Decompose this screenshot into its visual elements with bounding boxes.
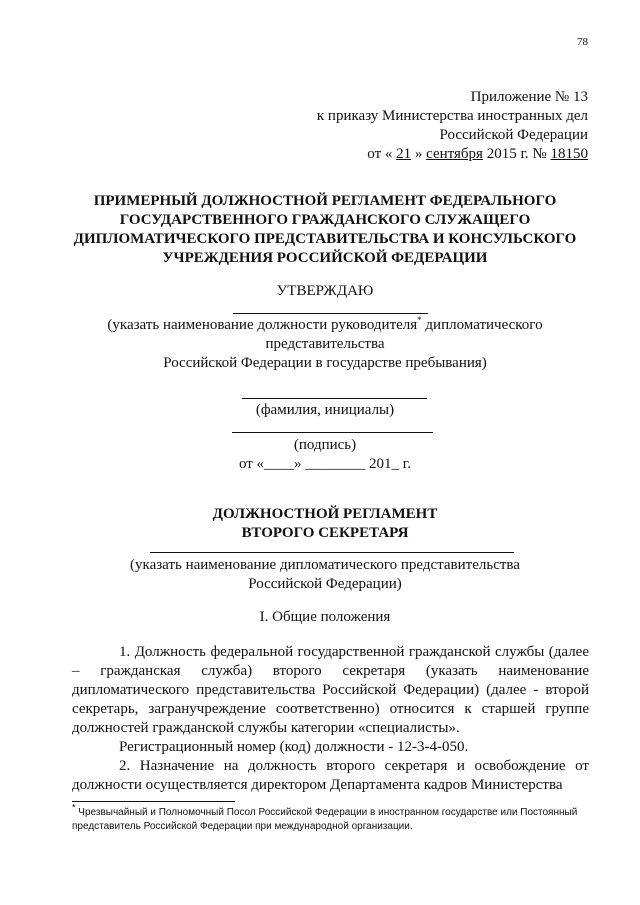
- mission-hint: [60, 556, 590, 594]
- date-prefix: от «: [367, 146, 393, 162]
- appendix-line-3: Российской Федерации: [439, 127, 588, 143]
- name-signature-line: [242, 398, 427, 399]
- mission-hint-line-1: (указать наименование дипломатического представительства: [130, 557, 520, 573]
- position-signature-line: [233, 313, 428, 314]
- footnote-separator: [72, 801, 235, 802]
- name-hint: (фамилия, инициалы): [255, 402, 395, 418]
- position-hint-text-1: (указать наименование должности руководителя: [107, 317, 418, 333]
- title-line-4: УЧРЕЖДЕНИЯ РОССИЙСКОЙ ФЕДЕРАЦИИ: [162, 250, 488, 266]
- regulation-title-line-1: ДОЛЖНОСТНОЙ РЕГЛАМЕНТ: [212, 506, 438, 522]
- position-hint-line-3: Российской Федерации в государстве пребывания): [163, 355, 487, 371]
- approval-date-line: от «____» ________ 201_ г.: [238, 456, 412, 472]
- paragraph-registration: Регистрационный номер (код) должности - 12-3-4-050.: [119, 739, 469, 755]
- appendix-block: [317, 88, 588, 164]
- regulation-title: [60, 505, 590, 543]
- date-year: 2015 г. №: [486, 146, 547, 162]
- position-hint-line-2: представительства: [265, 336, 385, 352]
- appendix-line-1: Приложение № 13: [470, 89, 588, 105]
- paragraph-2: 2. Назначение на должность второго секретаря и освобождение от должности осуществляется директором Департамента кадров Министерства: [72, 758, 589, 793]
- paragraph-1: 1. Должность федеральной государственной гражданской службы (далее – гражданская служба) второго секретаря (указать наименование дипломатического представительства Российской Федерации) (далее - второй секретарь, загранучреждение соответственно) относится к старшей группе должностей гражданской службы категории «специалисты».: [72, 644, 589, 736]
- footnote-text: Чрезвычайный и Полномочный Посол Российской Федерации в иностранном государстве или Постоянный представитель Российской Федерации при международной организации.: [72, 807, 578, 832]
- mission-name-line: [150, 552, 514, 553]
- section-heading: I. Общие положения: [259, 609, 391, 625]
- mission-hint-line-2: Российской Федерации): [248, 576, 402, 592]
- title-line-2: ГОСУДАРСТВЕННОГО ГРАЖДАНСКОГО СЛУЖАЩЕГО: [119, 212, 531, 228]
- order-number: 18150: [550, 146, 588, 162]
- page-number: 78: [577, 36, 588, 48]
- appendix-line-2: к приказу Министерства иностранных дел: [316, 108, 588, 124]
- footnote-reference: *: [417, 315, 422, 325]
- date-day: 21: [396, 146, 412, 162]
- appendix-date-line: [317, 145, 588, 164]
- date-month: сентября: [426, 146, 483, 162]
- regulation-title-line-2: ВТОРОГО СЕКРЕТАРЯ: [241, 525, 409, 541]
- title-line-1: ПРИМЕРНЫЙ ДОЛЖНОСТНОЙ РЕГЛАМЕНТ ФЕДЕРАЛЬНОГО: [93, 193, 557, 209]
- approve-heading: УТВЕРЖДАЮ: [276, 283, 374, 299]
- position-hint: [60, 316, 590, 373]
- footnote: [72, 802, 589, 834]
- date-mid: »: [414, 146, 423, 162]
- position-hint-text-2: дипломатического: [421, 317, 543, 333]
- signature-line: [232, 432, 433, 433]
- footnote-mark: *: [72, 802, 76, 813]
- title-line-3: ДИПЛОМАТИЧЕСКОГО ПРЕДСТАВИТЕЛЬСТВА И КОНСУЛЬСКОГО: [73, 231, 577, 247]
- document-title: [60, 192, 590, 268]
- position-hint-line-1: [60, 316, 590, 335]
- signature-hint: (подпись): [293, 437, 357, 453]
